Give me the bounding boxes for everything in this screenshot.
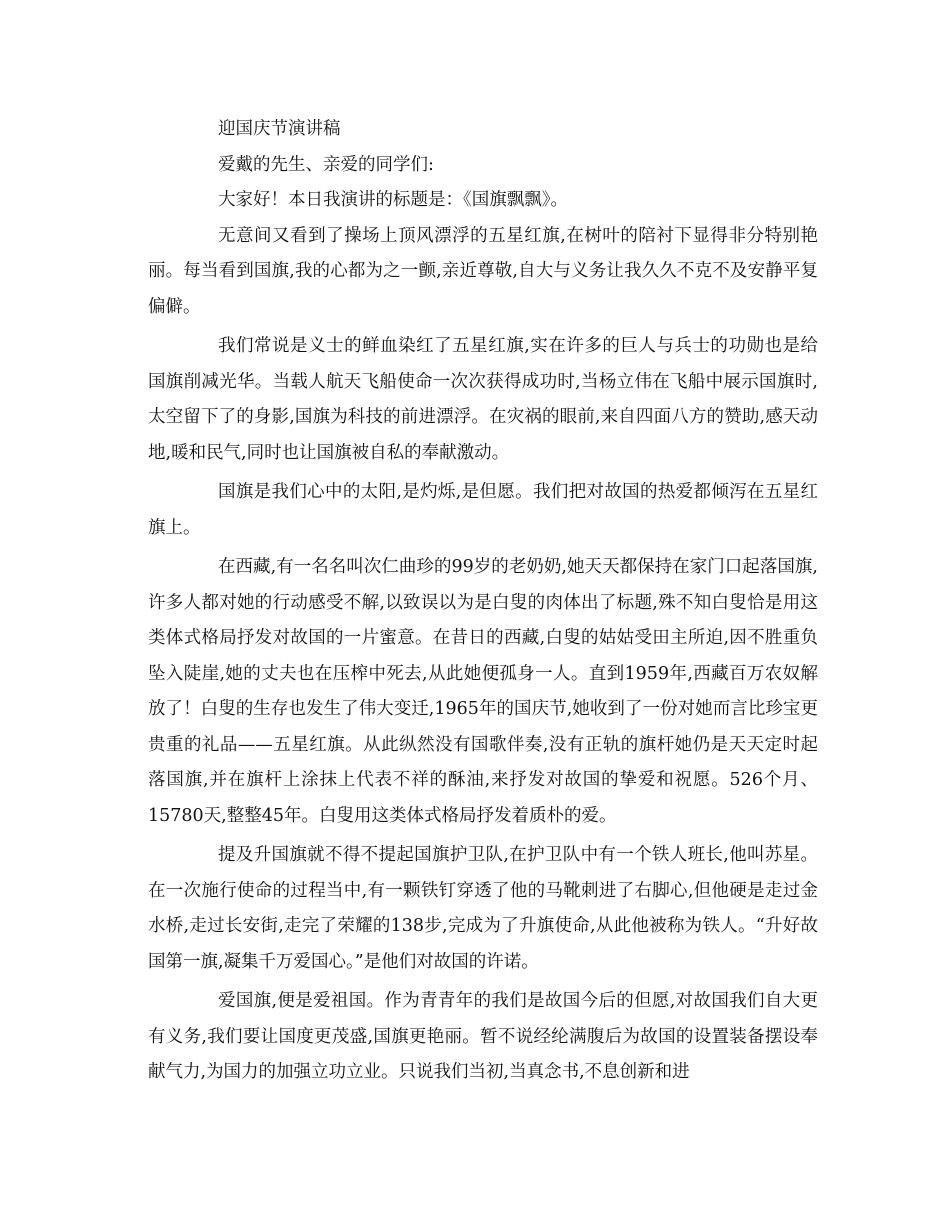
paragraph-heroes: 我们常说是义士的鲜血染红了五星红旗,实在许多的巨人与兵士的功勋也是给国旗削减光华。当载人航天飞船使命一次次获得成功时,当杨立伟在飞船中展示国旗时,太空留下了的身影,国旗为科技的前进漂浮。在灾祸的眼前,来自四面八方的赞助,感天动地,暖和民气,同时也让国旗被自私的奉献激动。: [148, 336, 818, 463]
paragraph-flag-sight: 无意间又看到了操场上顶风漂浮的五星红旗,在树叶的陪衬下显得非分特别艳丽。每当看到国旗,我的心都为之一颤,亲近尊敬,自大与义务让我久久不克不及安静平复偏僻。: [148, 225, 818, 317]
speech-title: 迎国庆节演讲稿: [218, 119, 341, 139]
salutation: 爱戴的先生、亲爱的同学们:: [218, 154, 434, 175]
opening-line: 大家好！本日我演讲的标题是：《国旗飘飘》。: [218, 190, 568, 210]
paragraph-honor-guard: 提及升国旗就不得不提起国旗护卫队,在护卫队中有一个铁人班长,他叫苏星。在一次施行使命的过程当中,有一颗铁钉穿透了他的马靴刺进了右脚心,但他硬是走过金水桥,走过长安街,走完了荣耀的138步,完成为了升旗使命,从此他被称为铁人。“升好故国第一旗,凝集千万爱国心。”是他们对故国的许诺。: [148, 845, 818, 972]
paragraph-sun: 国旗是我们心中的太阳,是灼烁,是但愿。我们把对故国的热爱都倾泻在五星红旗上。: [148, 482, 818, 538]
paragraph-love-country: 爱国旗,便是爱祖国。作为青青年的我们是故国今后的但愿,对故国我们自大更有义务,我们要让国度更茂盛,国旗更艳丽。暂不说经纶满腹后为故国的设置装备摆设奉献气力,为国力的加强立功立业。只说我们当初,当真念书,不息创新和进: [148, 991, 818, 1082]
paragraph-tibet-grandmother: 在西藏,有一名名叫次仁曲珍的99岁的老奶奶,她天天都保持在家门口起落国旗,许多人都对她的行动感受不解,以致误以为是白叟的肉体出了标题,殊不知白叟恰是用这类体式格局抒发对故国的一片蜜意。在昔日的西藏,白叟的姑姑受田主所迫,因不胜重负坠入陡崖,她的丈夫也在压榨中死去,从此她便孤身一人。直到1959年,西藏百万农奴解放了！白叟的生存也发生了伟大变迁,1965年的国庆节,她收到了一份对她而言比珍宝更贵重的礼品——五星红旗。从此纵然没有国歌伴奏,没有正轨的旗杆她仍是天天定时起落国旗,并在旗杆上涂抹上代表不祥的酥油,来抒发对故国的挚爱和祝愿。526个月、15780天,整整45年。白叟用这类体式格局抒发着质朴的爱。: [148, 557, 818, 826]
speech-body: [148, 112, 818, 1095]
